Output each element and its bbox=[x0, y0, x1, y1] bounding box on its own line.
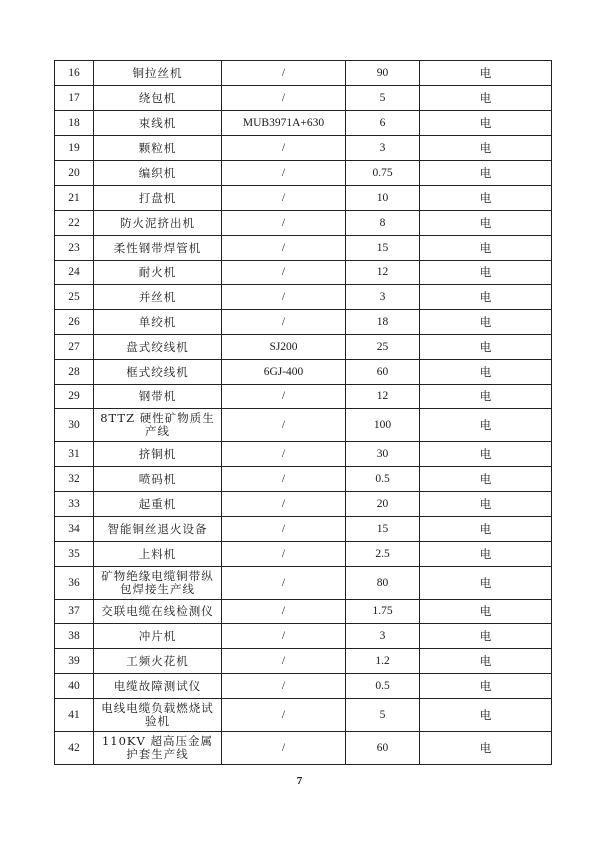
equipment-name-cell: 束线机 bbox=[94, 111, 222, 136]
power-value-cell: 60 bbox=[346, 732, 420, 765]
table-row bbox=[55, 111, 552, 136]
row-number-cell: 20 bbox=[55, 161, 94, 186]
table-row bbox=[55, 360, 552, 385]
table-row bbox=[55, 624, 552, 649]
energy-source-cell: 电 bbox=[420, 285, 552, 310]
row-number-cell: 41 bbox=[55, 699, 94, 732]
energy-source-cell: 电 bbox=[420, 111, 552, 136]
equipment-model-cell: / bbox=[222, 442, 346, 467]
power-value-cell: 2.5 bbox=[346, 542, 420, 567]
energy-source-cell: 电 bbox=[420, 211, 552, 236]
equipment-model-cell: / bbox=[222, 236, 346, 261]
equipment-name-cell: 8TTZ 硬性矿物质生产线 bbox=[94, 409, 222, 442]
power-value-cell: 12 bbox=[346, 261, 420, 285]
equipment-name-cell: 铜拉丝机 bbox=[94, 61, 222, 86]
table-row bbox=[55, 86, 552, 111]
power-value-cell: 1.2 bbox=[346, 649, 420, 674]
energy-source-cell: 电 bbox=[420, 310, 552, 335]
table-row bbox=[55, 492, 552, 517]
equipment-name-cell: 防火泥挤出机 bbox=[94, 211, 222, 236]
table-row bbox=[55, 385, 552, 409]
power-value-cell: 90 bbox=[346, 61, 420, 86]
equipment-model-cell: / bbox=[222, 732, 346, 765]
row-number-cell: 19 bbox=[55, 136, 94, 161]
equipment-model-cell: / bbox=[222, 86, 346, 111]
energy-source-cell: 电 bbox=[420, 409, 552, 442]
energy-source-cell: 电 bbox=[420, 385, 552, 409]
equipment-model-cell: / bbox=[222, 649, 346, 674]
table-row bbox=[55, 567, 552, 600]
energy-source-cell: 电 bbox=[420, 161, 552, 186]
power-value-cell: 60 bbox=[346, 360, 420, 385]
row-number-cell: 34 bbox=[55, 517, 94, 542]
equipment-model-cell: / bbox=[222, 61, 346, 86]
power-value-cell: 6 bbox=[346, 111, 420, 136]
power-value-cell: 15 bbox=[346, 236, 420, 261]
row-number-cell: 29 bbox=[55, 385, 94, 409]
power-value-cell: 80 bbox=[346, 567, 420, 600]
table-row bbox=[55, 517, 552, 542]
equipment-name-cell: 绕包机 bbox=[94, 86, 222, 111]
power-value-cell: 3 bbox=[346, 285, 420, 310]
equipment-model-cell: / bbox=[222, 285, 346, 310]
equipment-table bbox=[54, 60, 552, 765]
energy-source-cell: 电 bbox=[420, 732, 552, 765]
energy-source-cell: 电 bbox=[420, 236, 552, 261]
equipment-name-cell: 起重机 bbox=[94, 492, 222, 517]
power-value-cell: 1.75 bbox=[346, 600, 420, 624]
equipment-table-body bbox=[55, 61, 552, 765]
table-row bbox=[55, 236, 552, 261]
equipment-name-cell: 冲片机 bbox=[94, 624, 222, 649]
row-number-cell: 17 bbox=[55, 86, 94, 111]
power-value-cell: 10 bbox=[346, 186, 420, 211]
energy-source-cell: 电 bbox=[420, 517, 552, 542]
equipment-model-cell: / bbox=[222, 674, 346, 699]
table-row bbox=[55, 335, 552, 360]
table-row bbox=[55, 161, 552, 186]
energy-source-cell: 电 bbox=[420, 492, 552, 517]
equipment-name-cell: 喷码机 bbox=[94, 467, 222, 492]
equipment-model-cell: / bbox=[222, 186, 346, 211]
row-number-cell: 30 bbox=[55, 409, 94, 442]
power-value-cell: 8 bbox=[346, 211, 420, 236]
equipment-name-cell: 编织机 bbox=[94, 161, 222, 186]
energy-source-cell: 电 bbox=[420, 674, 552, 699]
energy-source-cell: 电 bbox=[420, 136, 552, 161]
row-number-cell: 21 bbox=[55, 186, 94, 211]
equipment-name-cell: 单绞机 bbox=[94, 310, 222, 335]
equipment-name-cell: 框式绞线机 bbox=[94, 360, 222, 385]
row-number-cell: 24 bbox=[55, 261, 94, 285]
equipment-model-cell: / bbox=[222, 699, 346, 732]
power-value-cell: 0.75 bbox=[346, 161, 420, 186]
equipment-model-cell: MUB3971A+630 bbox=[222, 111, 346, 136]
equipment-name-cell: 交联电缆在线检测仪 bbox=[94, 600, 222, 624]
row-number-cell: 32 bbox=[55, 467, 94, 492]
equipment-name-cell: 上料机 bbox=[94, 542, 222, 567]
table-row bbox=[55, 285, 552, 310]
equipment-name-cell: 电线电缆负载燃烧试验机 bbox=[94, 699, 222, 732]
equipment-model-cell: / bbox=[222, 624, 346, 649]
equipment-name-cell: 盘式绞线机 bbox=[94, 335, 222, 360]
power-value-cell: 20 bbox=[346, 492, 420, 517]
equipment-name-cell: 电缆故障测试仪 bbox=[94, 674, 222, 699]
equipment-name-cell: 并丝机 bbox=[94, 285, 222, 310]
energy-source-cell: 电 bbox=[420, 335, 552, 360]
table-row bbox=[55, 310, 552, 335]
equipment-model-cell: / bbox=[222, 492, 346, 517]
equipment-name-cell: 挤铜机 bbox=[94, 442, 222, 467]
equipment-model-cell: / bbox=[222, 161, 346, 186]
equipment-model-cell: / bbox=[222, 517, 346, 542]
row-number-cell: 40 bbox=[55, 674, 94, 699]
power-value-cell: 12 bbox=[346, 385, 420, 409]
equipment-model-cell: / bbox=[222, 600, 346, 624]
table-row bbox=[55, 136, 552, 161]
energy-source-cell: 电 bbox=[420, 442, 552, 467]
equipment-model-cell: / bbox=[222, 467, 346, 492]
energy-source-cell: 电 bbox=[420, 624, 552, 649]
energy-source-cell: 电 bbox=[420, 86, 552, 111]
table-row bbox=[55, 442, 552, 467]
row-number-cell: 39 bbox=[55, 649, 94, 674]
row-number-cell: 23 bbox=[55, 236, 94, 261]
equipment-name-cell: 110KV 超高压金属护套生产线 bbox=[94, 732, 222, 765]
equipment-name-cell: 工频火花机 bbox=[94, 649, 222, 674]
equipment-model-cell: 6GJ-400 bbox=[222, 360, 346, 385]
row-number-cell: 37 bbox=[55, 600, 94, 624]
energy-source-cell: 电 bbox=[420, 61, 552, 86]
row-number-cell: 18 bbox=[55, 111, 94, 136]
power-value-cell: 100 bbox=[346, 409, 420, 442]
row-number-cell: 36 bbox=[55, 567, 94, 600]
power-value-cell: 0.5 bbox=[346, 467, 420, 492]
row-number-cell: 33 bbox=[55, 492, 94, 517]
table-row bbox=[55, 61, 552, 86]
equipment-model-cell: / bbox=[222, 310, 346, 335]
equipment-name-cell: 耐火机 bbox=[94, 261, 222, 285]
row-number-cell: 16 bbox=[55, 61, 94, 86]
row-number-cell: 25 bbox=[55, 285, 94, 310]
table-row bbox=[55, 542, 552, 567]
energy-source-cell: 电 bbox=[420, 467, 552, 492]
equipment-name-cell: 智能铜丝退火设备 bbox=[94, 517, 222, 542]
power-value-cell: 18 bbox=[346, 310, 420, 335]
table-row bbox=[55, 409, 552, 442]
equipment-name-cell: 柔性钢带焊管机 bbox=[94, 236, 222, 261]
table-row bbox=[55, 732, 552, 765]
equipment-name-cell: 矿物绝缘电缆铜带纵包焊接生产线 bbox=[94, 567, 222, 600]
equipment-name-cell: 钢带机 bbox=[94, 385, 222, 409]
table-row bbox=[55, 467, 552, 492]
equipment-model-cell: / bbox=[222, 261, 346, 285]
energy-source-cell: 电 bbox=[420, 567, 552, 600]
row-number-cell: 42 bbox=[55, 732, 94, 765]
row-number-cell: 27 bbox=[55, 335, 94, 360]
energy-source-cell: 电 bbox=[420, 360, 552, 385]
row-number-cell: 28 bbox=[55, 360, 94, 385]
equipment-model-cell: / bbox=[222, 385, 346, 409]
table-row bbox=[55, 699, 552, 732]
power-value-cell: 3 bbox=[346, 136, 420, 161]
energy-source-cell: 电 bbox=[420, 186, 552, 211]
energy-source-cell: 电 bbox=[420, 699, 552, 732]
equipment-model-cell: / bbox=[222, 211, 346, 236]
table-row bbox=[55, 261, 552, 285]
energy-source-cell: 电 bbox=[420, 542, 552, 567]
equipment-name-cell: 打盘机 bbox=[94, 186, 222, 211]
energy-source-cell: 电 bbox=[420, 261, 552, 285]
row-number-cell: 31 bbox=[55, 442, 94, 467]
equipment-model-cell: / bbox=[222, 567, 346, 600]
table-row bbox=[55, 600, 552, 624]
table-row bbox=[55, 186, 552, 211]
power-value-cell: 15 bbox=[346, 517, 420, 542]
power-value-cell: 5 bbox=[346, 699, 420, 732]
table-row bbox=[55, 649, 552, 674]
row-number-cell: 35 bbox=[55, 542, 94, 567]
power-value-cell: 0.5 bbox=[346, 674, 420, 699]
table-row bbox=[55, 674, 552, 699]
energy-source-cell: 电 bbox=[420, 649, 552, 674]
page-number: 7 bbox=[296, 775, 303, 787]
equipment-model-cell: / bbox=[222, 409, 346, 442]
power-value-cell: 5 bbox=[346, 86, 420, 111]
power-value-cell: 25 bbox=[346, 335, 420, 360]
table-row bbox=[55, 211, 552, 236]
power-value-cell: 30 bbox=[346, 442, 420, 467]
power-value-cell: 3 bbox=[346, 624, 420, 649]
row-number-cell: 22 bbox=[55, 211, 94, 236]
row-number-cell: 38 bbox=[55, 624, 94, 649]
equipment-name-cell: 颗粒机 bbox=[94, 136, 222, 161]
equipment-model-cell: SJ200 bbox=[222, 335, 346, 360]
equipment-model-cell: / bbox=[222, 542, 346, 567]
energy-source-cell: 电 bbox=[420, 600, 552, 624]
row-number-cell: 26 bbox=[55, 310, 94, 335]
equipment-model-cell: / bbox=[222, 136, 346, 161]
